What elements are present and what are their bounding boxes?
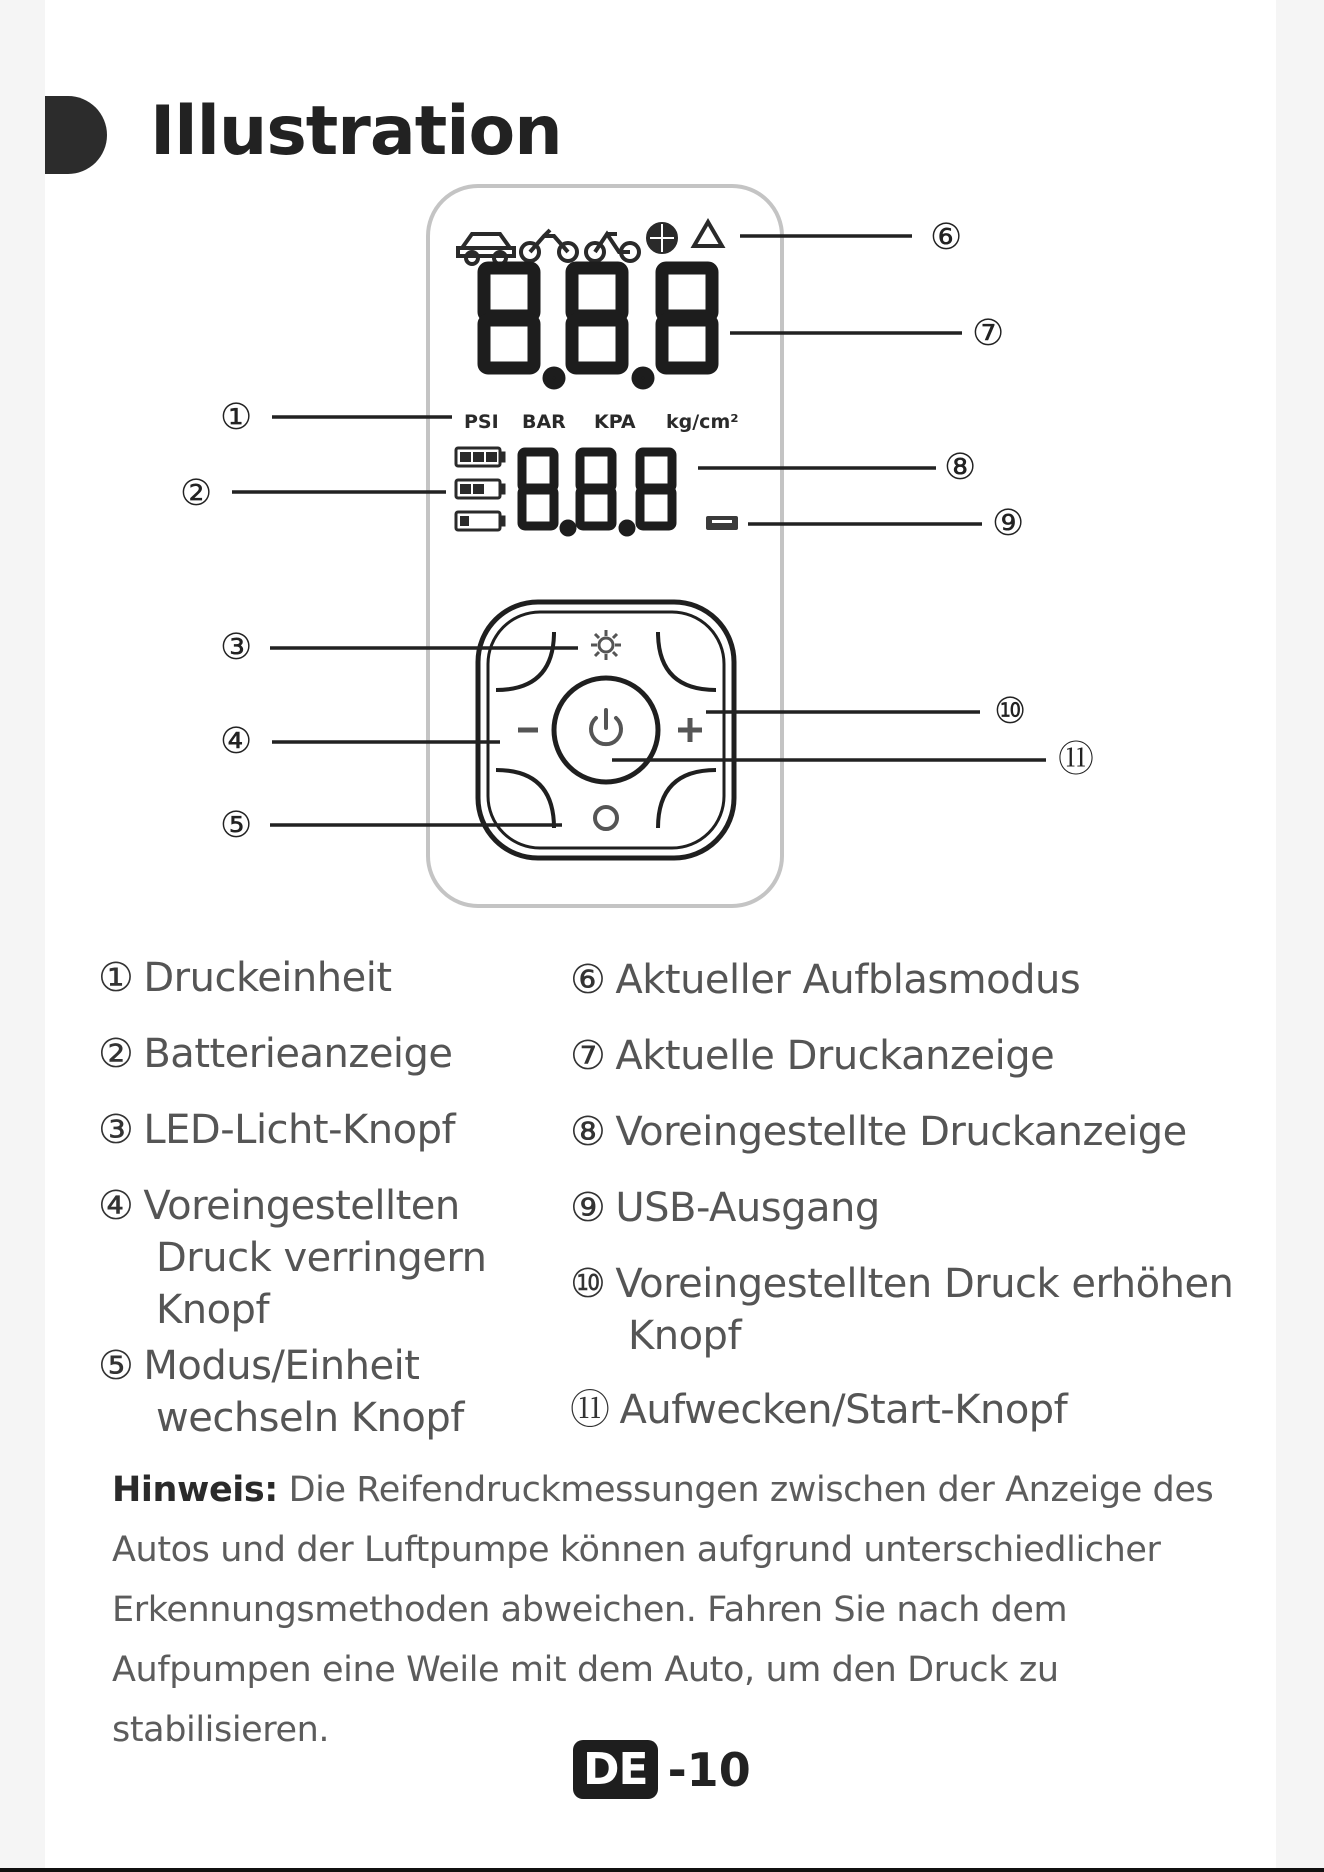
legend-text: Batterieanzeige	[143, 1031, 453, 1077]
legend-text: Aufwecken/Start-Knopf	[619, 1387, 1068, 1433]
legend-number: ②	[98, 1031, 134, 1077]
legend-text: Aktuelle Druckanzeige	[615, 1033, 1055, 1079]
legend-number: ⑥	[570, 957, 606, 1003]
legend-number: ⑦	[570, 1033, 606, 1079]
legend-text: Voreingestellten	[143, 1183, 460, 1229]
callout-5: ⑤	[220, 805, 253, 846]
legend-item-2	[98, 1028, 453, 1080]
ball-icon	[648, 224, 676, 252]
legend-number: ③	[98, 1107, 134, 1153]
callout-4: ④	[220, 721, 253, 762]
legend-text: Knopf	[628, 1313, 742, 1359]
mode-icon	[595, 807, 617, 829]
callout-2: ②	[180, 473, 213, 514]
unit-label-kgcm: kg/cm²	[666, 411, 739, 433]
legend-text: USB-Ausgang	[615, 1185, 880, 1231]
plus-icon	[678, 718, 702, 742]
legend-item-3	[98, 1104, 455, 1156]
language-badge: DE	[573, 1740, 658, 1799]
legend-text: LED-Licht-Knopf	[143, 1107, 456, 1153]
legend-number: ⑤	[98, 1343, 134, 1389]
callout-6: ⑥	[930, 217, 963, 258]
callout-8: ⑧	[944, 447, 977, 488]
legend-item-5	[98, 1340, 464, 1444]
legend-number: ④	[98, 1183, 134, 1229]
callout-3: ③	[220, 627, 253, 668]
battery-low-icon	[456, 512, 504, 530]
legend-text: wechseln Knopf	[156, 1395, 464, 1441]
battery-mid-icon	[456, 480, 504, 498]
legend-number: ⑨	[570, 1185, 606, 1231]
legend-item-11	[570, 1384, 1067, 1436]
legend-text: Druckeinheit	[143, 955, 392, 1001]
legend-text: Druck verringern	[156, 1235, 487, 1281]
sun-icon	[591, 630, 621, 660]
unit-label-kpa: KPA	[594, 411, 636, 433]
page-number: -10	[667, 1742, 751, 1797]
legend-text: Modus/Einheit	[143, 1343, 420, 1389]
legend-item-9	[570, 1182, 880, 1234]
page-footer	[573, 1740, 751, 1799]
air-mattress-icon	[694, 222, 722, 246]
callout-10: ⑩	[994, 691, 1027, 732]
legend-number: ⑪	[570, 1387, 610, 1433]
motorcycle-icon	[521, 230, 577, 261]
legend-number: ①	[98, 955, 134, 1001]
legend-item-4	[98, 1180, 487, 1336]
callout-11: ⑪	[1058, 739, 1095, 780]
legend-item-7	[570, 1030, 1054, 1082]
legend-item-6	[570, 954, 1080, 1006]
legend-text: Knopf	[156, 1287, 270, 1333]
legend-item-1	[98, 952, 392, 1004]
note-text: Die Reifendruckmessungen zwischen der Anzeige des Autos und der Luftpumpe können aufgrund unterschiedlicher Erkennungsmethoden abweichen. Fahren Sie nach dem Aufpumpen eine Weile mit dem Auto, um den Druck zu stabilisieren.	[112, 1470, 1214, 1750]
legend-text: Voreingestellten Druck erhöhen	[615, 1261, 1234, 1307]
legend-text: Voreingestellte Druckanzeige	[615, 1109, 1187, 1155]
note-paragraph	[112, 1460, 1242, 1760]
bicycle-icon	[586, 234, 639, 261]
callout-1: ①	[220, 397, 253, 438]
battery-full-icon	[456, 448, 504, 466]
unit-label-bar: BAR	[522, 411, 566, 433]
callout-9: ⑨	[992, 503, 1025, 544]
car-icon	[458, 234, 514, 264]
note-label: Hinweis:	[112, 1470, 278, 1510]
unit-label-psi: PSI	[464, 411, 499, 433]
legend-number: ⑧	[570, 1109, 606, 1155]
preset-pressure-digits	[522, 452, 672, 532]
legend-text: Aktueller Aufblasmodus	[615, 957, 1081, 1003]
main-pressure-digits	[484, 268, 712, 383]
legend-item-10	[570, 1258, 1233, 1362]
callout-7: ⑦	[972, 313, 1005, 354]
page-title: Illustration	[150, 92, 562, 171]
usb-icon	[706, 516, 738, 530]
legend-item-8	[570, 1106, 1187, 1158]
legend-number: ⑩	[570, 1261, 606, 1307]
